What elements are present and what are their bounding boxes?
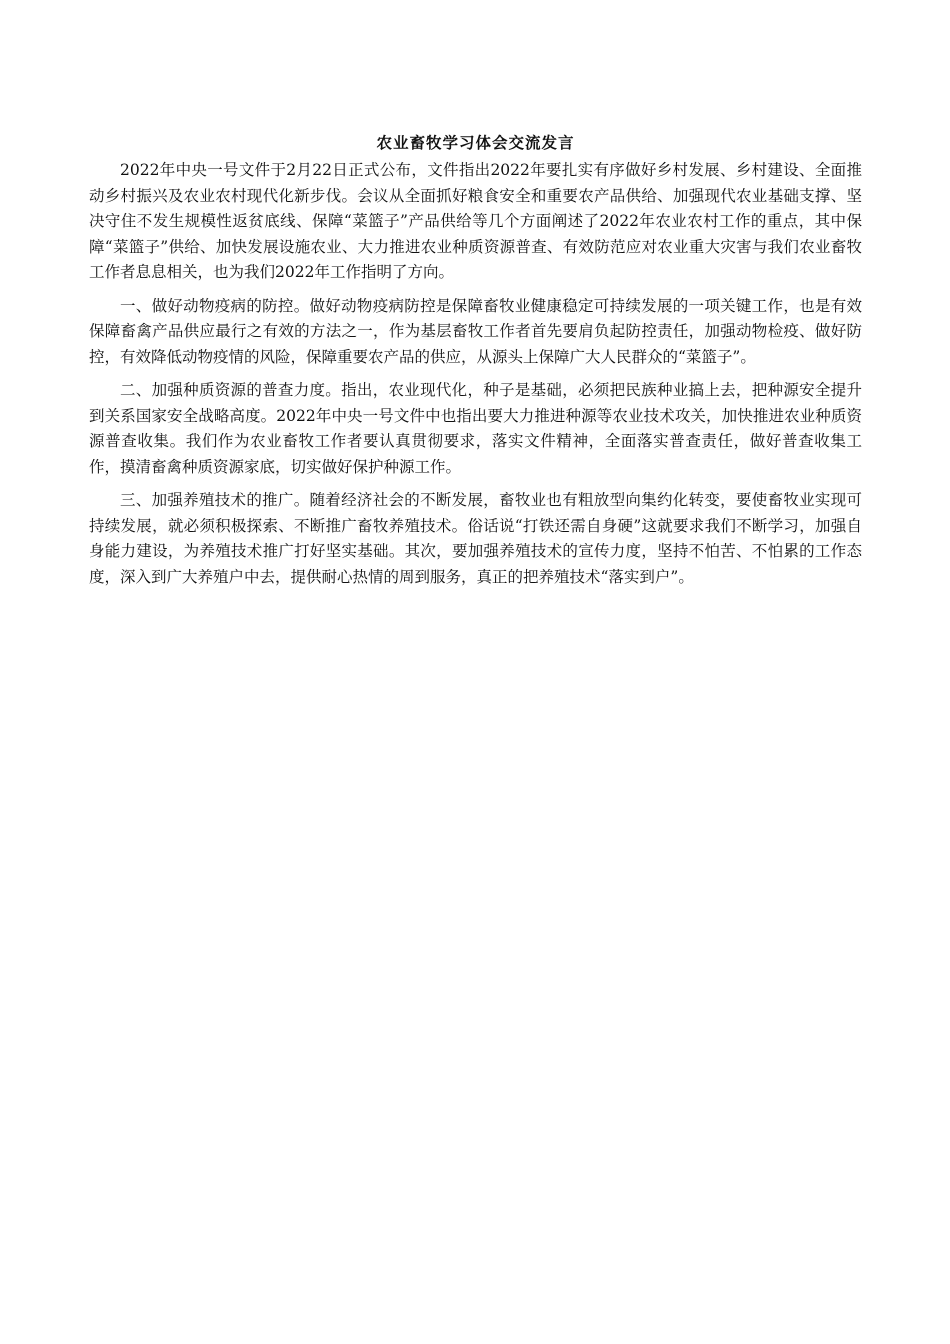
paragraph-point-1: 一、做好动物疫病的防控。做好动物疫病防控是保障畜牧业健康稳定可持续发展的一项关键工作，也是有效保障畜禽产品供应最行之有效的方法之一，作为基层畜牧工作者首先要肩负起防控责任，加强动物检疫、做好防控，有效降低动物疫情的风险，保障重要农产品的供应，从源头上保障广大人民群众的“菜篮子”。 <box>89 296 862 366</box>
paragraph-point-3: 三、加强养殖技术的推广。随着经济社会的不断发展，畜牧业也有粗放型向集约化转变，要使畜牧业实现可持续发展，就必须积极探索、不断推广畜牧养殖技术。俗话说“打铁还需自身硬”这就要求我们不断学习，加强自身能力建设，为养殖技术推广打好坚实基础。其次，要加强养殖技术的宣传力度，坚持不怕苦、不怕累的工作态度，深入到广大养殖户中去，提供耐心热情的周到服务，真正的把养殖技术“落实到户”。 <box>89 491 862 586</box>
paragraph-intro: 2022年中央一号文件于2月22日正式公布，文件指出2022年要扎实有序做好乡村发展、乡村建设、全面推动乡村振兴及农业农村现代化新步伐。会议从全面抓好粮食安全和重要农产品供给、加强现代农业基础支撑、坚决守住不发生规模性返贫底线、保障“菜篮子”产品供给等几个方面阐述了2022年农业农村工作的重点，其中保障“菜篮子”供给、加快发展设施农业、大力推进农业种质资源普查、有效防范应对农业重大灾害与我们农业畜牧工作者息息相关，也为我们2022年工作指明了方向。 <box>89 161 862 281</box>
document-body <box>89 130 862 598</box>
document-title: 农业畜牧学习体会交流发言 <box>376 133 575 152</box>
paragraph-point-2: 二、加强种质资源的普查力度。指出，农业现代化，种子是基础，必须把民族种业搞上去，把种源安全提升到关系国家安全战略高度。2022年中央一号文件中也指出要大力推进种源等农业技术攻关，加快推进农业种质资源普查收集。我们作为农业畜牧工作者要认真贯彻要求，落实文件精神，全面落实普查责任，做好普查收集工作，摸清畜禽种质资源家底，切实做好保护种源工作。 <box>89 381 862 476</box>
